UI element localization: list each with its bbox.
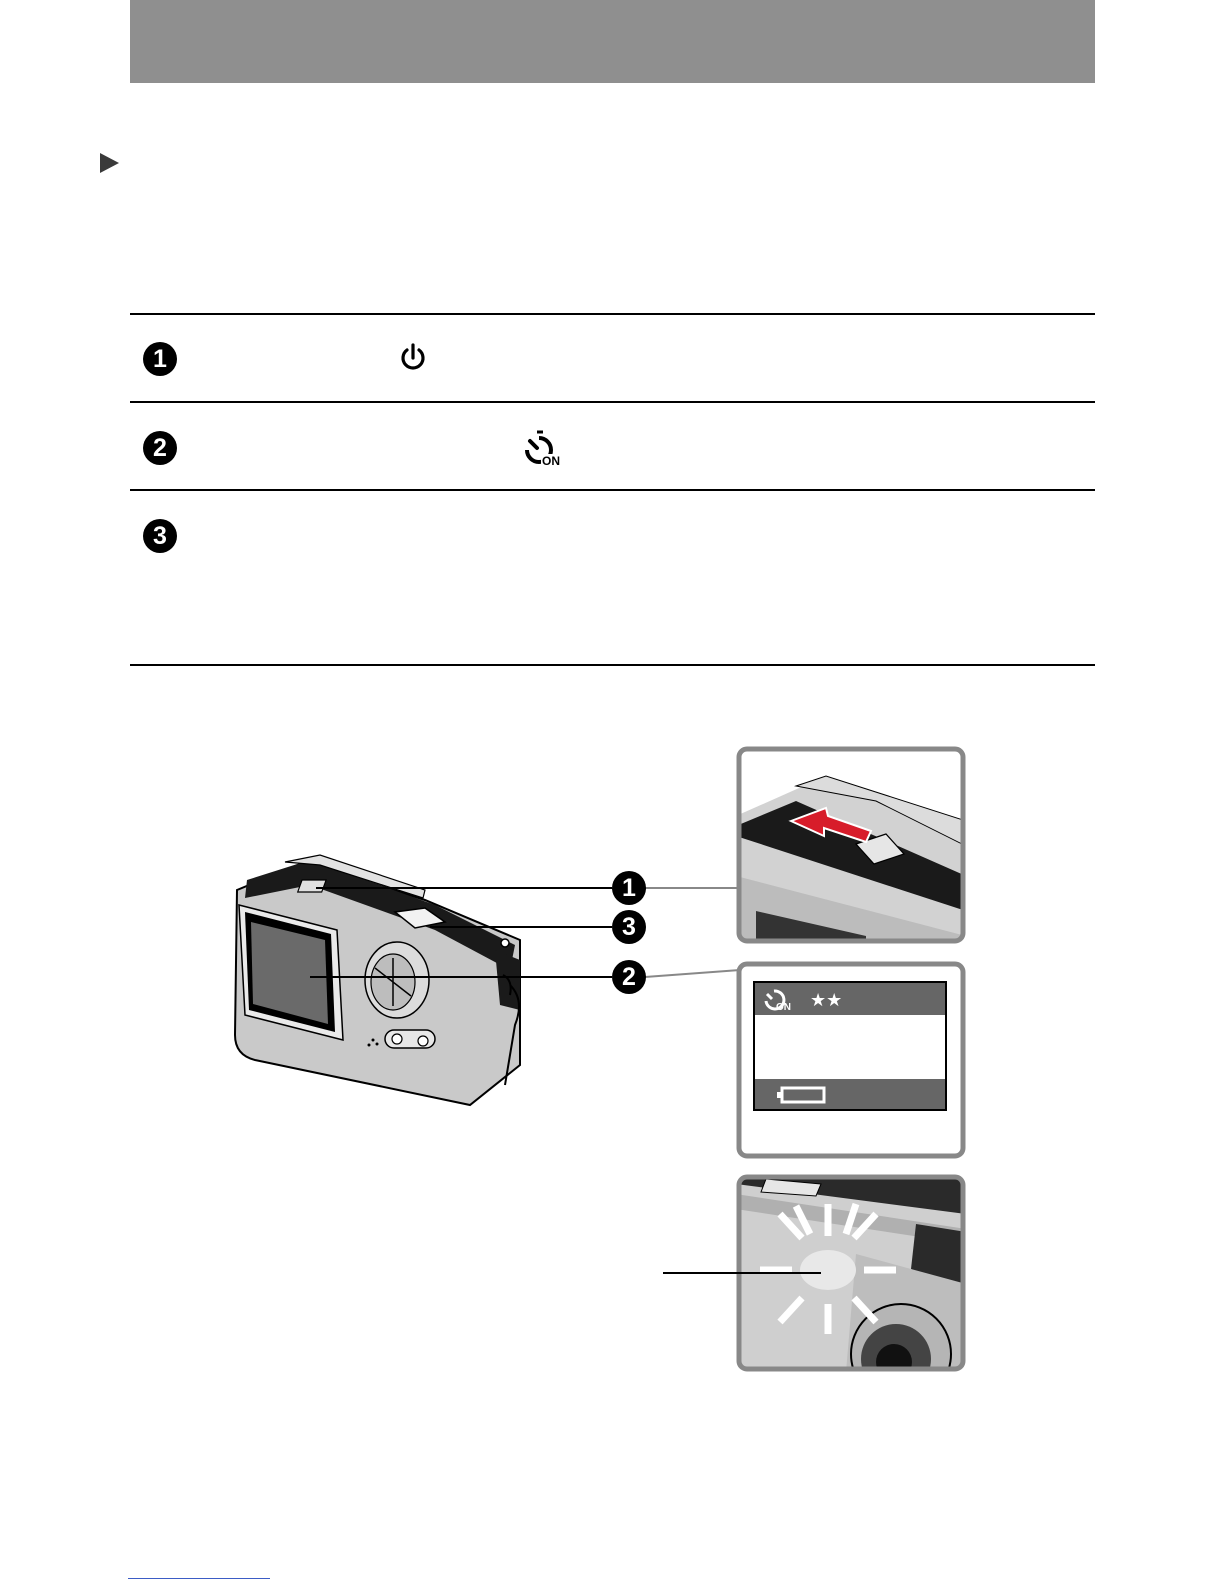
footer-link-underline — [128, 1578, 270, 1579]
callout-number-3: 3 — [612, 910, 646, 944]
lamp-callout-line — [663, 1272, 821, 1274]
table-rule-bottom — [130, 664, 1095, 666]
power-icon — [399, 343, 427, 373]
lcd-display-panel — [736, 961, 966, 1159]
callout-number-2: 2 — [612, 960, 646, 994]
power-switch-closeup-panel — [736, 746, 966, 944]
lcd-timer-on-text: ON — [776, 1002, 791, 1013]
callout-lines — [300, 870, 750, 1000]
section-bullet-arrow — [100, 153, 119, 173]
table-rule-top — [130, 313, 1095, 315]
self-timer-on-icon — [519, 430, 563, 468]
table-rule — [130, 489, 1095, 491]
step-number-3: 3 — [143, 519, 177, 553]
callout-number-1: 1 — [612, 871, 646, 905]
step-number-2: 2 — [143, 431, 177, 465]
header-band — [130, 0, 1095, 83]
step-number-1: 1 — [143, 342, 177, 376]
timer-on-text: ON — [542, 454, 560, 468]
table-rule — [130, 401, 1095, 403]
lcd-quality-stars: ★★ — [810, 990, 843, 1011]
